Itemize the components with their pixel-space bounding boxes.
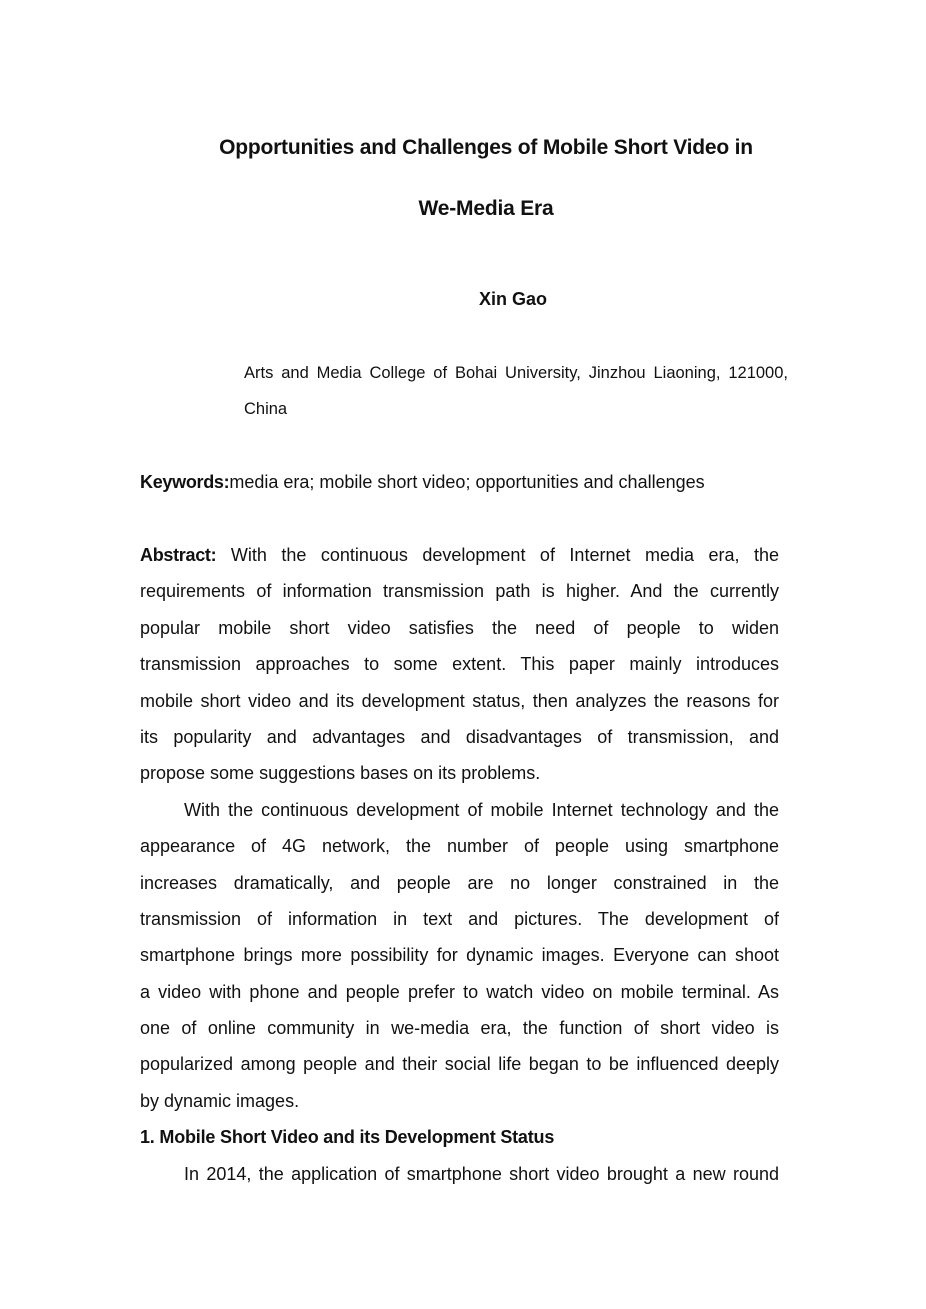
abstract-line: its popularity and advantages and disadvantages of transmission, and: [140, 726, 779, 747]
abstract-label: Abstract:: [140, 545, 217, 565]
keywords-label: Keywords:: [140, 472, 230, 492]
intro-line: increases dramatically, and people are no longer constrained in the: [140, 872, 779, 893]
keywords-text: media era; mobile short video; opportunities and challenges: [229, 472, 705, 492]
section-heading: 1. Mobile Short Video and its Development Status: [140, 1127, 555, 1148]
paper-title-line-1: Opportunities and Challenges of Mobile Short Video in: [219, 136, 753, 159]
author-affiliation: [244, 355, 788, 427]
abstract-line: With the continuous development of Internet media era, the: [230, 545, 779, 565]
intro-line: With the continuous development of mobile Internet technology and the: [184, 799, 779, 820]
affiliation-line-1: Arts and Media College of Bohai University, Jinzhou Liaoning, 121000,: [244, 364, 788, 382]
intro-line: a video with phone and people prefer to watch video on mobile terminal. As: [140, 981, 779, 1002]
keywords: [140, 464, 800, 500]
section-body-line: In 2014, the application of smartphone short video brought a new round: [184, 1163, 779, 1184]
intro-line: by dynamic images.: [140, 1090, 300, 1111]
paper-body: [140, 537, 779, 1192]
abstract-first-line: [140, 537, 779, 573]
author-name: Xin Gao: [478, 289, 547, 309]
abstract-line: popular mobile short video satisfies the need of people to widen: [140, 617, 779, 638]
abstract-line: mobile short video and its development status, then analyzes the reasons for: [140, 690, 779, 711]
affiliation-line-2: China: [244, 400, 288, 418]
intro-line: transmission of information in text and pictures. The development of: [140, 908, 779, 929]
abstract-line: requirements of information transmission path is higher. And the currently: [140, 581, 779, 602]
abstract-line: propose some suggestions bases on its problems.: [140, 763, 541, 784]
intro-line: popularized among people and their social life began to be influenced deeply: [140, 1054, 779, 1075]
intro-line: one of online community in we-media era, the function of short video is: [140, 1018, 779, 1039]
paper-title-line-2: We-Media Era: [418, 197, 554, 220]
intro-line: appearance of 4G network, the number of people using smartphone: [140, 836, 779, 857]
intro-line: smartphone brings more possibility for dynamic images. Everyone can shoot: [140, 945, 779, 966]
abstract-line: transmission approaches to some extent. This paper mainly introduces: [140, 654, 779, 675]
